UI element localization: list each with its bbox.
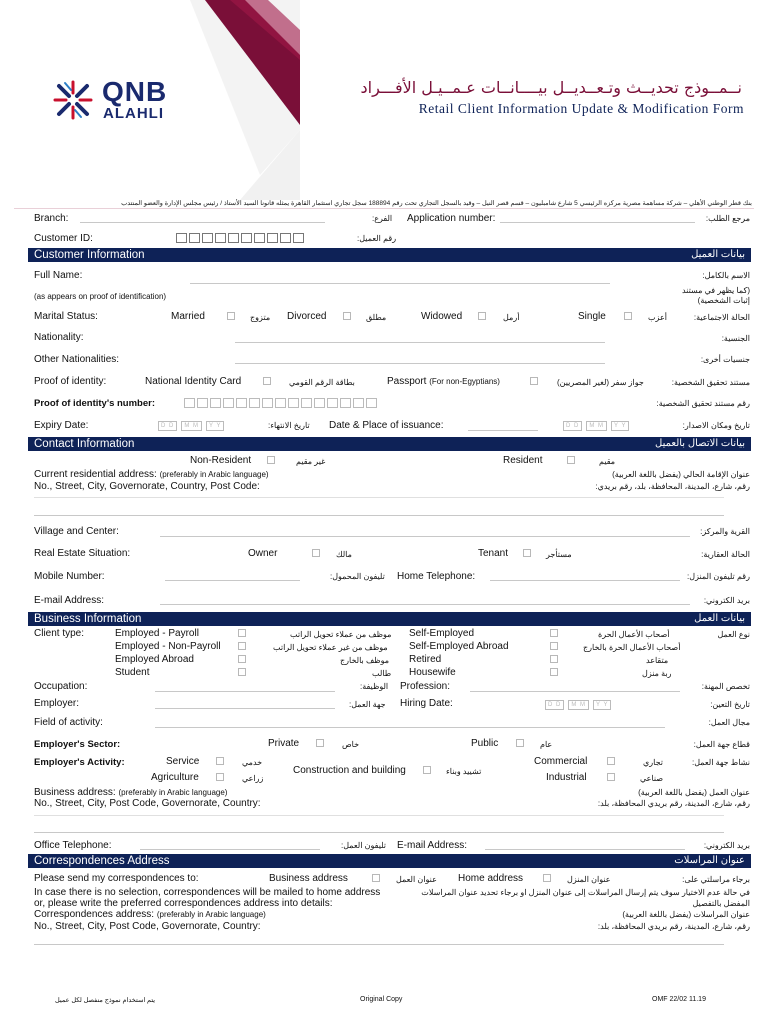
commercial-checkbox[interactable] — [607, 757, 615, 765]
business-address-format-label: No., Street, City, Post Code, Governorate, Country: — [34, 798, 261, 809]
header-separator — [14, 208, 754, 209]
self-employed-abroad-label: Self-Employed Abroad — [409, 641, 509, 652]
logo-subtext: ALAHLI — [103, 105, 164, 122]
profession-label-ar: تخصص المهنة: — [701, 682, 750, 691]
passport-label — [387, 376, 500, 387]
office-telephone-label: Office Telephone: — [34, 840, 112, 851]
field-activity-label: Field of activity: — [34, 717, 103, 728]
public-label: Public — [471, 738, 499, 749]
email-label: E-mail Address: — [34, 595, 105, 606]
industrial-label-ar: صناعي — [640, 774, 664, 783]
section-title-ar: عنوان المراسلات — [674, 855, 745, 866]
proof-number-boxes[interactable] — [184, 398, 377, 408]
proof-number-label-ar: رقم مستند تحقيق الشخصية: — [656, 399, 750, 408]
footer-form-code: OMF 22/02 11.19 — [652, 996, 706, 1003]
housewife-label-ar: ربة منزل — [642, 669, 672, 678]
employed-abroad-label-ar: موظف بالخارج — [340, 656, 390, 665]
employed-payroll-label-ar: موظف من عملاء تحويل الراتب — [290, 630, 392, 639]
passport-note: (For non-Egyptians) — [429, 377, 500, 386]
public-checkbox[interactable] — [516, 739, 524, 747]
full-name-label: Full Name: — [34, 270, 83, 281]
business-address-option-checkbox[interactable] — [372, 874, 380, 882]
employer-activity-label: Employer's Activity: — [34, 757, 125, 768]
private-label-ar: خاص — [342, 740, 360, 749]
client-type-label-ar: نوع العمل — [717, 630, 750, 639]
resident-label-ar: مقيم — [599, 457, 616, 466]
resident-checkbox[interactable] — [567, 456, 575, 464]
year-placeholder: Y Y — [593, 700, 611, 710]
address-line-2[interactable] — [34, 515, 724, 516]
as-appears-note-ar: (كما يظهر في مستند إثبات الشخصية) — [681, 286, 750, 305]
day-placeholder: D D — [545, 700, 564, 710]
self-employed-abroad-checkbox[interactable] — [550, 642, 558, 650]
hiring-date-field[interactable] — [545, 700, 611, 710]
section-title: Correspondences Address — [34, 855, 170, 867]
hiring-date-label: Hiring Date: — [400, 698, 453, 709]
proof-identity-label-ar: مستند تحقيق الشخصية: — [671, 378, 750, 387]
logo-mark-icon — [50, 78, 96, 122]
correspondences-address-label — [34, 909, 266, 920]
month-placeholder: M M — [568, 700, 589, 710]
issuance-date-field[interactable] — [563, 421, 629, 431]
business-address-label — [34, 787, 227, 798]
other-nationalities-field[interactable] — [235, 363, 605, 364]
private-label: Private — [268, 738, 300, 749]
national-id-label: National Identity Card — [145, 376, 242, 387]
customer-id-boxes[interactable] — [176, 233, 304, 243]
agriculture-label: Agriculture — [151, 772, 199, 783]
agriculture-label-ar: زراعي — [242, 774, 264, 783]
address-format-label: No., Street, City, Governorate, Country, Post Code: — [34, 481, 260, 492]
bank-legal-line: بنك قطر الوطني الأهلي – شركة مساهمة مصرية مركزه الرئيسي 5 شارع شامبليون – قسم قصر النيل – وقيد بالسجل التجاري تحت رقم 188894 سجل تجاري استثمار القاهرة يمثله قانونا السيد الأستاذ / رئيس مجلس الإدارة والعضو المنتدب — [121, 200, 752, 207]
branch-label-ar: الفرع: — [372, 214, 393, 223]
day-placeholder: D D — [563, 421, 582, 431]
married-label-ar: متزوج — [250, 313, 271, 322]
resident-label: Resident — [503, 455, 543, 466]
no-selection-note-2: or, please write the preferred correspondences address into details: — [34, 898, 333, 909]
student-label: Student — [115, 667, 150, 678]
section-title: Contact Information — [34, 438, 135, 450]
employed-nonpayroll-label-ar: موظف من غير عملاء تحويل الراتب — [273, 643, 388, 652]
commercial-label: Commercial — [534, 756, 588, 767]
business-address-text: Business address: — [34, 787, 116, 798]
business-address-option-label-ar: عنوان العمل — [396, 875, 437, 884]
client-type-label: Client type: — [34, 628, 85, 639]
home-telephone-field[interactable] — [490, 580, 680, 581]
send-correspondences-label: Please send my correspondences to: — [34, 873, 199, 884]
occupation-field[interactable] — [155, 691, 335, 692]
self-employed-label: Self-Employed — [409, 628, 475, 639]
correspondences-format-label-ar: رقم، شارع، المدينة، رقم بريدي المحافظة، بلد: — [597, 922, 750, 931]
employed-payroll-checkbox[interactable] — [238, 629, 246, 637]
nationality-label: Nationality: — [34, 332, 84, 343]
retired-label-ar: متقاعد — [646, 656, 669, 665]
single-label: Single — [578, 311, 606, 322]
business-address-line-2[interactable] — [34, 832, 724, 833]
current-address-text: Current residential address: — [34, 469, 157, 480]
date-place-label-ar: تاريخ ومكان الاصدار: — [682, 421, 750, 430]
nationality-label-ar: الجنسية: — [721, 334, 750, 343]
passport-text: Passport — [387, 376, 427, 387]
national-id-label-ar: بطاقة الرقم القومي — [289, 378, 355, 387]
housewife-checkbox[interactable] — [550, 668, 558, 676]
commercial-label-ar: تجاري — [643, 758, 663, 767]
proof-number-label: Proof of identity's number: — [34, 398, 156, 409]
section-title-ar: بيانات الاتصال بالعميل — [655, 438, 745, 449]
private-checkbox[interactable] — [316, 739, 324, 747]
email-field[interactable] — [160, 604, 690, 605]
business-email-label-ar: بريد الكتروني: — [703, 841, 750, 850]
student-checkbox[interactable] — [238, 668, 246, 676]
national-id-checkbox[interactable] — [263, 377, 271, 385]
proof-identity-label: Proof of identity: — [34, 376, 107, 387]
real-estate-label: Real Estate Situation: — [34, 548, 131, 559]
section-customer-information — [28, 248, 751, 262]
as-appears-note: (as appears on proof of identification) — [34, 292, 167, 301]
business-address-option-label: Business address — [269, 873, 348, 884]
single-checkbox[interactable] — [624, 312, 632, 320]
student-label-ar: طالب — [372, 669, 392, 678]
day-placeholder: D D — [158, 421, 177, 431]
home-address-option-label-ar: عنوان المنزل — [567, 875, 611, 884]
service-label-ar: خدمي — [242, 758, 263, 767]
section-correspondences-address — [28, 854, 751, 868]
employed-abroad-checkbox[interactable] — [238, 655, 246, 663]
section-title: Customer Information — [34, 249, 145, 261]
industrial-label: Industrial — [546, 772, 587, 783]
send-correspondences-label-ar: برجاء مراسلتي على: — [682, 875, 750, 884]
section-title-ar: بيانات العمل — [694, 613, 745, 624]
single-label-ar: أعزب — [648, 313, 667, 322]
home-telephone-label-ar: رقم تليفون المنزل: — [687, 572, 750, 581]
correspondences-address-text: Correspondences address: — [34, 909, 155, 920]
branch-field[interactable] — [80, 222, 325, 223]
full-name-label-ar: الاسم بالكامل: — [702, 271, 750, 280]
application-number-field[interactable] — [500, 222, 695, 223]
field-activity-field[interactable] — [155, 727, 665, 728]
widowed-label-ar: أرمل — [503, 313, 520, 322]
footer-separate-form-note: يتم استخدام نموذج منفصل لكل عميل — [55, 997, 156, 1004]
marital-status-label: Marital Status: — [34, 311, 98, 322]
widowed-checkbox[interactable] — [478, 312, 486, 320]
correspondences-line-1[interactable] — [34, 944, 724, 945]
profession-field[interactable] — [470, 691, 680, 692]
application-number-label: Application number: — [407, 213, 496, 224]
correspondences-format-label: No., Street, City, Post Code, Governorate, Country: — [34, 921, 261, 932]
service-label: Service — [166, 756, 200, 767]
divorced-label-ar: مطلق — [366, 313, 387, 322]
current-address-label — [34, 469, 269, 480]
passport-label-ar: جواز سفر (لغير المصريين) — [557, 378, 644, 387]
form-title-english: Retail Client Information Update & Modification Form — [418, 101, 744, 116]
married-label: Married — [171, 311, 205, 322]
non-resident-label: Non-Resident — [190, 455, 252, 466]
employed-nonpayroll-checkbox[interactable] — [238, 642, 246, 650]
footer-original-copy: Original Copy — [360, 996, 403, 1003]
non-resident-label-ar: غير مقيم — [296, 457, 326, 466]
office-telephone-label-ar: تليفون العمل: — [341, 841, 386, 850]
form-title-arabic: نــمــوذج تحديــث وتـعــديــل بيــــانــات عـمــيـل الأفـــراد — [360, 78, 742, 97]
hiring-date-label-ar: تاريخ التعين: — [710, 700, 750, 709]
section-business-information — [28, 612, 751, 626]
bank-logo — [50, 78, 190, 122]
owner-checkbox[interactable] — [312, 549, 320, 557]
service-checkbox[interactable] — [216, 757, 224, 765]
marital-status-label-ar: الحالة الاجتماعية: — [693, 313, 750, 322]
tenant-label: Tenant — [478, 548, 509, 559]
business-email-label: E-mail Address: — [397, 840, 468, 851]
owner-label-ar: مالك — [336, 550, 352, 559]
employed-abroad-label: Employed Abroad — [115, 654, 194, 665]
occupation-label: Occupation: — [34, 681, 88, 692]
correspondences-address-label-ar: عنوان المراسلات (يفضل باللغة العربية) — [622, 910, 750, 919]
year-placeholder: Y Y — [611, 421, 629, 431]
business-email-field[interactable] — [485, 849, 685, 850]
customer-id-label: Customer ID: — [34, 233, 93, 244]
employer-sector-label: Employer's Sector: — [34, 739, 121, 750]
tenant-checkbox[interactable] — [523, 549, 531, 557]
village-center-field[interactable] — [160, 536, 690, 537]
month-placeholder: M M — [586, 421, 607, 431]
expiry-date-field[interactable] — [158, 421, 224, 431]
housewife-label: Housewife — [409, 667, 456, 678]
pref-arabic-note: (preferably in Arabic language) — [156, 910, 266, 919]
other-nationalities-label-ar: جنسيات أخرى: — [700, 355, 750, 364]
application-number-label-ar: مرجع الطلب: — [705, 214, 750, 223]
construction-label-ar: تشييد وبناء — [446, 767, 482, 776]
industrial-checkbox[interactable] — [607, 773, 615, 781]
section-title: Business Information — [34, 613, 142, 625]
expiry-date-label-ar: تاريخ الانتهاء: — [268, 421, 310, 430]
retired-label: Retired — [409, 654, 442, 665]
divorced-label: Divorced — [287, 311, 327, 322]
place-issuance-field[interactable] — [468, 430, 538, 431]
business-address-line-1[interactable] — [34, 815, 724, 816]
mobile-number-field[interactable] — [165, 580, 300, 581]
owner-label: Owner — [248, 548, 278, 559]
employer-sector-label-ar: قطاع جهة العمل: — [693, 740, 750, 749]
agriculture-checkbox[interactable] — [216, 773, 224, 781]
year-placeholder: Y Y — [206, 421, 224, 431]
home-address-option-label: Home address — [458, 873, 524, 884]
tenant-label-ar: مستأجر — [546, 550, 572, 559]
employer-field[interactable] — [155, 708, 335, 709]
pref-arabic-note: (preferably in Arabic language) — [159, 470, 269, 479]
other-nationalities-label: Other Nationalities: — [34, 354, 120, 365]
employed-nonpayroll-label: Employed - Non-Payroll — [115, 641, 221, 652]
real-estate-label-ar: الحالة العقارية: — [701, 550, 750, 559]
nationality-field[interactable] — [235, 342, 605, 343]
village-center-label: Village and Center: — [34, 526, 119, 537]
employer-label-ar: جهة العمل: — [349, 700, 386, 709]
field-activity-label-ar: مجال العمل: — [708, 718, 750, 727]
profession-label: Profession: — [400, 681, 451, 692]
customer-id-label-ar: رقم العميل: — [357, 234, 397, 243]
retired-checkbox[interactable] — [550, 655, 558, 663]
married-checkbox[interactable] — [227, 312, 235, 320]
logo-text: QNB — [102, 76, 168, 107]
business-address-format-label-ar: رقم، شارع، المدينة، رقم بريدي المحافظة، بلد: — [597, 799, 750, 808]
widowed-label: Widowed — [421, 311, 463, 322]
full-name-field[interactable] — [190, 283, 610, 284]
pref-arabic-note: (preferably in Arabic language) — [118, 788, 228, 797]
occupation-label-ar: الوظيفة: — [360, 682, 389, 691]
business-address-label-ar: عنوان العمل (يفضل باللغة العربية) — [638, 788, 750, 797]
home-address-option-checkbox[interactable] — [543, 874, 551, 882]
section-title-ar: بيانات العميل — [691, 249, 745, 260]
no-selection-note-ar-1: في حالة عدم الاختيار سوف يتم إرسال المراسلات إلى عنوان المنزل او برجاء تحديد عنوان المراسلات — [421, 888, 750, 897]
home-telephone-label: Home Telephone: — [397, 571, 476, 582]
divorced-checkbox[interactable] — [343, 312, 351, 320]
employer-activity-label-ar: نشاط جهة العمل: — [692, 758, 750, 767]
expiry-date-label: Expiry Date: — [34, 420, 89, 431]
address-line-1[interactable] — [34, 497, 724, 498]
employer-label: Employer: — [34, 698, 80, 709]
public-label-ar: عام — [540, 740, 553, 749]
non-resident-checkbox[interactable] — [267, 456, 275, 464]
month-placeholder: M M — [181, 421, 202, 431]
office-telephone-field[interactable] — [140, 849, 320, 850]
mobile-number-label-ar: تليفون المحمول: — [330, 572, 385, 581]
current-address-label-ar: عنوان الإقامة الحالي (يفضل باللغة العربية) — [612, 470, 750, 479]
email-label-ar: بريد الكتروني: — [703, 596, 750, 605]
self-employed-abroad-label-ar: أصحاب الأعمال الحرة بالخارج — [583, 643, 681, 652]
construction-checkbox[interactable] — [423, 766, 431, 774]
mobile-number-label: Mobile Number: — [34, 571, 105, 582]
date-place-label: Date & Place of issuance: — [329, 420, 444, 431]
self-employed-label-ar: أصحاب الأعمال الحرة — [598, 630, 670, 639]
no-selection-note-ar-2: المفضل بالتفصيل — [692, 899, 750, 908]
employed-payroll-label: Employed - Payroll — [115, 628, 199, 639]
passport-checkbox[interactable] — [530, 377, 538, 385]
self-employed-checkbox[interactable] — [550, 629, 558, 637]
branch-label: Branch: — [34, 213, 69, 224]
no-selection-note-1: In case there is no selection, correspondences will be mailed to home address — [34, 887, 381, 898]
section-contact-information — [28, 437, 751, 451]
address-format-label-ar: رقم، شارع، المدينة، المحافظة، بلد، رقم بريدي: — [595, 482, 750, 491]
construction-label: Construction and building — [293, 765, 406, 776]
village-center-label-ar: القرية والمركز: — [700, 527, 750, 536]
